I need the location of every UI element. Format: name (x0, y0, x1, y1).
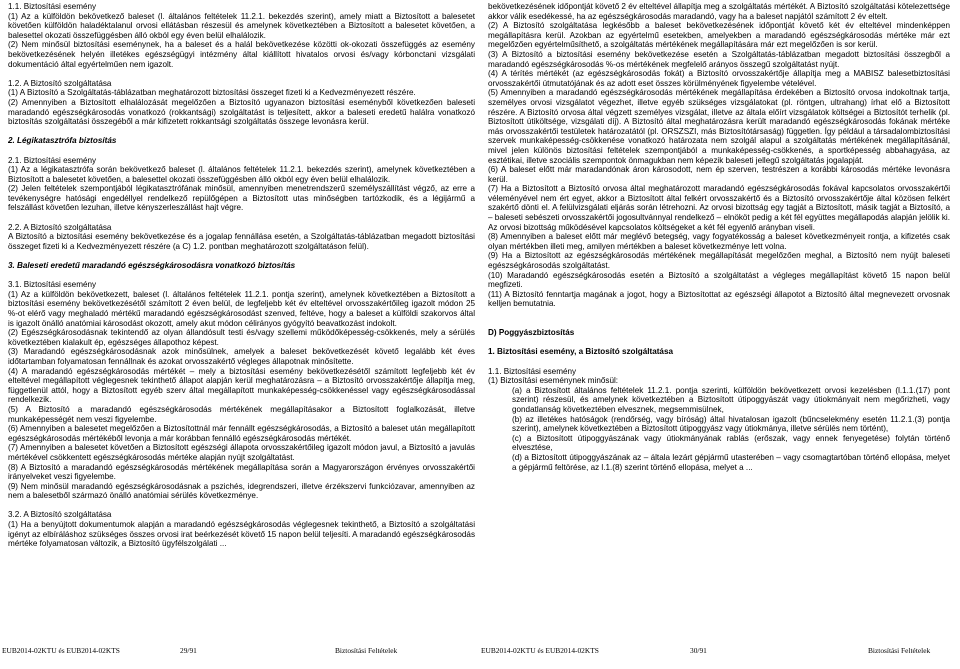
right-page-body (488, 2, 950, 628)
page-30 (480, 0, 960, 669)
paragraph: (6) A baleset előtt már maradandónak áron károsodott, nem ép szerven, testrészen a korábbi károsodás mértéke levonásra kerül. (488, 165, 950, 184)
section-heading: D) Poggyászbiztosítás (488, 328, 575, 338)
paragraph: (2) Egészségkárosodásnak tekintendő az olyan állandósult testi és/vagy szellemi működőképesség-csökkenés, mely a sérülés következtében kialakult ép, egészséges állapothoz képest. (8, 328, 475, 347)
paragraph: (4) A térítés mértékét (az egészségkárosodás fokát) a Biztosító orvosszakértője állapítja meg a MABISZ balesetbiztosítási orvosszakértői útmutatójának és az adott eset összes körülményének figyelembe vételével. (488, 69, 950, 88)
paragraph: bekövetkezésének időpontját követő 2 év elteltével állapítja meg a szolgáltatás mértékét. A Biztosító szolgáltatási kötelezettsége akkor válik esedékessé, ha az egészségkárosodás maradandó, vagy ha a baleset napjától számított 2 év eltelt. (488, 2, 950, 21)
section-heading: 1. Biztosítási esemény, a Biztosító szolgáltatása (488, 347, 673, 357)
paragraph: (b) az illetékes hatóságok (rendőrség, vagy bíróság) által hivatalosan igazolt (bűncselekmény esetén 11.2.1.(3) pontja szerint), amelynek következtében a Biztosított útipoggyász vagy útiokmánya, illetve sérülés nem történt), (512, 414, 950, 434)
paragraph-gap (8, 69, 475, 79)
paragraph: (1) Az a külföldön bekövetkezett, baleset (l. általános feltételek 11.2.1. pontja szerint), amelynek következtében a Biztosított a biztosítási esemény bekövetkezésétől számított 2 éven belül, de legfeljebb két év elteltével orvosszakértőileg igazolt módon 25 %-ot elérő vagy meghaladó mértékű maradandó egészségkárosodást szenved, feltéve, hogy a baleset a külföldi szakorvos által is igazolt önálló anatómiai károsodást okozott, amely akut módon célirányos gyógyító beavatkozást indokolt. (8, 289, 475, 328)
paragraph: 3.2. A Biztosító szolgáltatása (8, 510, 112, 520)
paragraph-gap (8, 251, 475, 261)
paragraph-gap (488, 357, 950, 367)
footer-page-number: 29/91 (180, 646, 197, 655)
paragraph: (1) Ha a benyújtott dokumentumok alapján a maradandó egészségkárosodás véglegesnek tekinthető, a Biztosító a szolgáltatási igényt az elbíráláshoz szükséges összes orvosi irat beérkezését követő 15 napon belül teljesíti. A maradandó egészségkárosodás mértéke folyamatosan változik, a Biztosító ügyfélszolgálati ... (8, 520, 475, 549)
paragraph: (10) Maradandó egészségkárosodás esetén a Biztosító a szolgáltatást a végleges megállapítást követő 15 napon belül megfizeti. (488, 270, 950, 290)
paragraph-gap (8, 127, 475, 137)
paragraph-gap (8, 213, 475, 223)
paragraph: 1.2. A Biztosító szolgáltatása (8, 78, 112, 88)
paragraph: (5) A Biztosító a maradandó egészségkárosodás mértékének megállapításakor a Biztosított foglalkozását, illetve munkaképességét nem veszi figyelembe. (8, 404, 475, 424)
paragraph: (8) Amennyiben a baleset előtt már meglévő betegség, vagy fogyatékosság a baleset következményeit rontja, a kifizetés csak olyan mértékben illeti meg, amilyen mértékben a baleset következménye lett volna. (488, 232, 950, 251)
paragraph: (8) A Biztosító a maradandó egészségkárosodás mértékének megállapítása során a Magyarországon érvényes orvosszakértői irányelveket veszi figyelembe. (8, 462, 475, 482)
footer-doc-code: EUB2014-02KTU és EUB2014-02KTS (2, 646, 120, 655)
paragraph: (4) A maradandó egészségkárosodás mértékét – mely a biztosítási esemény bekövetkezésétől számított legfeljebb két év elteltével megállapított véglegesnek tekinthető állapot alapján kerül meghatározásra – a Biztosító orvosszakértője állapítja meg, függetlenül attól, hogy a Biztosított egyéb szerv által megállapított munkaképesség-csökkenéssel vagy egészségkárosodással rendelkezik. (8, 366, 475, 405)
footer-doc-code: EUB2014-02KTU és EUB2014-02KTS (481, 646, 599, 655)
paragraph-gap (488, 319, 950, 329)
paragraph: A Biztosító a biztosítási esemény bekövetkezése és a jogalap fennállása esetén, a Szolgáltatás-táblázatban megadott biztosítási összeget fizeti ki a Kedvezményezett részére (a C) 1.2. pontban meghatározott szolgáltatáson felül). (8, 232, 475, 251)
paragraph-gap (8, 501, 475, 511)
paragraph: (5) Amennyiben a maradandó egészségkárosodás mértékének megállapítása érdekében a Biztosító orvosa indokoltnak tartja, személyes orvosi vizsgálatot végezhet, illetve egyéb szükséges vizsgálatokat (pl. röntgen, ultrahang) írhat elő a Biztosított részére. A Biztosító orvosa által végzett személyes vizsgálat, illetve az általa előírt vizsgálatok költségei a Biztosítót terhelik (pl. Biztosított útiköltsége, vizsgálati díj). A Biztosító által meghatározásra került maradandó egészségkárosodás fokának mértéke más orvosszakértői testületek határozatától (pl. ORSZSZI, más Biztosítótársaság) független. Így például a társadalombiztosítási szervek munkaképesség-csökkenése vonatkozó határozata nem szolgál alapul a szolgáltatás mértékének megállapításánál, mivel jelen különös biztosítási feltételek szempontjából a munkaképesség-csökkenés, a sportképesség abbahagyása, az esztétikai, illetve szociális szempontok önmagukban nem képezik baleseti jellegű szolgáltatás jogalapját. (488, 88, 950, 165)
paragraph: (2) Jelen feltételek szempontjából légikatasztrófának minősül, amennyiben menetrendszerű személyszállítást végző, az erre a tevékenységre hatósági engedéllyel rendelkező repülőgépen a Biztosított utas minőségben tartózkodik, és a légijármű a felszállást követően lezuhan, illetve kényszerleszállást hajt végre. (8, 184, 475, 213)
paragraph-gap (8, 271, 475, 281)
footer-page-number: 30/91 (690, 646, 707, 655)
paragraph: 1.1. Biztosítási esemény (8, 2, 97, 11)
paragraph: (2) Nem minősül biztosítási eseménynek, ha a baleset és a halál bekövetkezése közötti ok-okozati összefüggés az esemény bekövetkezésének helyén illetékes egészségügyi intézmény által kiállított hivatalos orvosi és/vagy kórbonctani vizsgálati dokumentáció által egyértelműen nem igazolt. (8, 40, 475, 69)
paragraph: (a) a Biztosított általános feltételek 11.2.1. pontja szerinti, külföldön bekövetkezett orvosi kezelésben (l.1.1.(17) pont szerint) részesül, és amelynek következtében a Biztosított útipoggyászát vagy útiokmányait nem megőrizheti, vagy gondatlanság következtében elvesznek, megsemmisülnek, (512, 385, 950, 414)
paragraph: (6) Amennyiben a balesetet megelőzően a Biztosítottnál már fennállt egészségkárosodás, a Biztosító a baleset után megállapított egészségkárosodás mértékéből levonja a már korábban fennálló egészségkárosodás mértékét. (8, 424, 475, 443)
paragraph: 3.1. Biztosítási esemény (8, 280, 97, 290)
paragraph: 2.2. A Biztosító szolgáltatása (8, 222, 112, 232)
paragraph: (2) A Biztosító szolgáltatása legkésőbb a baleset bekövetkezésének időpontját követő két év elteltével mindenképpen megállapításra kerül. Azokban az egyértelmű esetekben, amelyekben a maradandó egészségkárosodás mértéke már ezt megelőzően egyértelműsíthető, a szolgáltatás mértékének megállapítására már ezt megelőzően is sor kerül. (488, 21, 950, 50)
paragraph-gap (488, 309, 950, 319)
paragraph: (9) Ha a Biztosított az egészségkárosodás mértékének megállapítását megelőzően meghal, a Biztosító nem nyújt baleseti egészségkárosodás szolgáltatást. (488, 251, 950, 271)
paragraph: 2.1. Biztosítási esemény (8, 155, 97, 165)
paragraph: (3) A Biztosító a biztosítási esemény bekövetkezése esetén a Szolgáltatás-táblázatban megadott biztosítási összegből a maradandó egészségkárosodás %-os mértékének megfelelő arányos összegű szolgáltatást nyújt. (488, 49, 950, 69)
paragraph: (1) Biztosítási eseménynek minősül: (488, 376, 619, 386)
paragraph: (d) a Biztosított útipoggyászának az – általa lezárt gépjármű utasterében – vagy csomagtartóban történő ellopása, melyet a gépjármű feltörése, az l.1.(8) szerint történő ellopása, melyet a ... (512, 452, 950, 472)
footer-section-title: Biztosítási Feltételek (335, 646, 398, 655)
paragraph: (7) Ha a Biztosított a Biztosító orvosa által meghatározott maradandó egészségkárosodás fokával kapcsolatos orvosszakértői véleményével nem ért egyet, akkor a Biztosított által felkért orvosszakértő és a Biztosító orvosszakértője által közösen felkért szakértő dönti el. A felülvizsgálati eljárás során létrehozni. Az orvosi bizottság egy tagját a Biztosított, másik tagját a Biztosító, a – baleseti sebészeti orvosszakértői jogosultvánnyal rendelkező – elnököt pedig a két fél együttes megállapodás alapján jelölik ki. Az orvosi bizottság működésével kapcsolatos költségeket a két fél egyenlő arányban viseli. (488, 184, 950, 232)
paragraph: (1) Az a légikatasztrófa során bekövetkező baleset (l. általános feltételek 11.2.1. bekezdés szerint), amelynek következtében a Biztosított a balesetet követően, a balesettel okozati összefüggésben álló okból egy éven belül elhalálozik. (8, 165, 475, 184)
paragraph: (1) Az a külföldön bekövetkező baleset (l. általános feltételek 11.2.1. bekezdés szerint), amely miatt a Biztosított a balesetet követően külföldön haladéktalanul orvosi ellátásban részesül és amelynek következtében a Biztosított a balesetet követően, a balesettel okozati összefüggésben álló okból egy éven belül elhalálozik. (8, 11, 475, 40)
paragraph: (7) Amennyiben a balesetet követően a Biztosított egészségi állapota orvosszakértőileg igazolt módon javul, a Biztosító a javulás mértékével csökkentett egészségkárosodás mértéke alapján nyújt szolgáltatást. (8, 443, 475, 462)
paragraph: (2) Amennyiben a Biztosított elhalálozását megelőzően a Biztosító ugyanazon biztosítási eseményből következően baleseti maradandó egészségkárosodás vonatkozó (rokkantsági) szolgáltatást is teljesített, akkor a baleseti eredetű halálra vonatkozó biztosítás szolgáltatási összegéből a már kifizetett rokkantsági szolgáltatás összege levonásra kerül. (8, 97, 475, 127)
paragraph: (9) Nem minősül maradandó egészségkárosodásnak a pszichés, idegrendszeri, illetve érzékszervi funkciózavar, amennyiben az nem a balesetből származó önálló anatómiai sérülés következménye. (8, 481, 475, 501)
paragraph-gap (488, 338, 950, 348)
paragraph: (11) A Biztosító fenntartja magának a jogot, hogy a Biztosítottat az egészségi állapotot a Biztosító által megnevezett orvosnak kelljen bemutatnia. (488, 289, 950, 309)
paragraph: (1) A Biztosító a Szolgáltatás-táblázatban meghatározott biztosítási összeget fizeti ki a Kedvezményezett részére. (8, 88, 416, 98)
section-heading: 3. Baleseti eredetű maradandó egészségkárosodásra vonatkozó biztosítás (8, 261, 296, 271)
paragraph: (3) Maradandó egészségkárosodásnak azok minősülnek, amelyek a baleset bekövetkezését követő legalább két éves időtartamban folyamatosan fennállnak és azokat orvosszakértő végleges állapotnak minősítette. (8, 347, 475, 366)
footer-section-title: Biztosítási Feltételek (868, 646, 931, 655)
section-heading: 2. Légikatasztrófa biztosítás (8, 136, 117, 146)
paragraph: 1.1. Biztosítási esemény (488, 366, 577, 376)
paragraph-gap (8, 146, 475, 156)
left-page-body (8, 2, 475, 628)
paragraph: (c) a Biztosított útipoggyászának vagy útiokmányának rablás (erőszak, vagy ennek fenyegetése) folytán történő elvesztése, (512, 433, 950, 453)
